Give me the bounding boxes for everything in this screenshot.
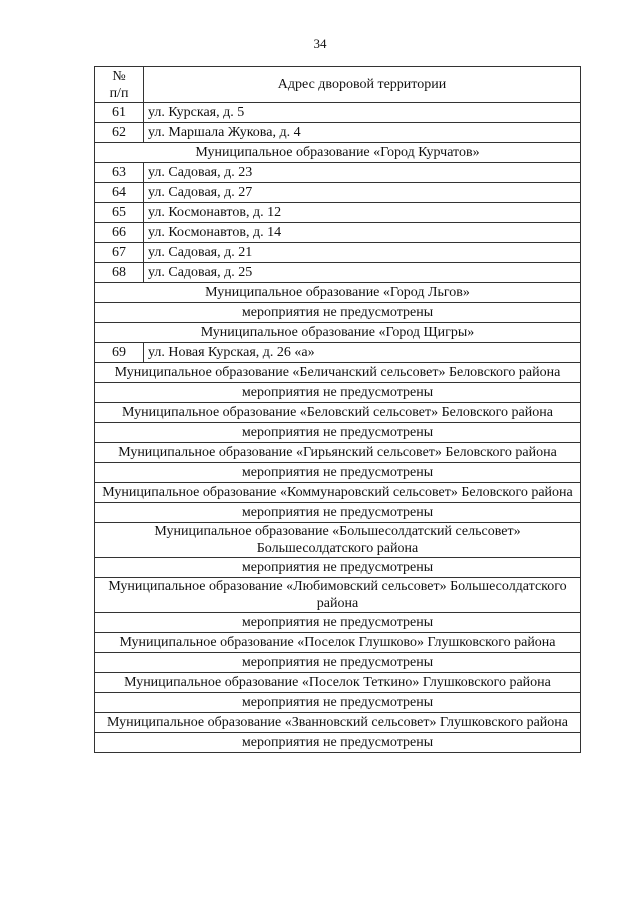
row-number: 65: [95, 203, 144, 223]
no-activities-note: мероприятия не предусмотрены: [95, 613, 581, 633]
row-number: 67: [95, 243, 144, 263]
section-heading-row: [95, 483, 581, 503]
section-heading: Муниципальное образование «Гирьянский сельсовет» Беловского района: [95, 443, 581, 463]
section-heading-row: [95, 283, 581, 303]
header-number-symbol: №: [112, 68, 126, 84]
row-number: 63: [95, 163, 144, 183]
row-number: 66: [95, 223, 144, 243]
row-address: ул. Садовая, д. 25: [144, 263, 581, 283]
note-row: [95, 383, 581, 403]
no-activities-note: мероприятия не предусмотрены: [95, 733, 581, 753]
no-activities-note: мероприятия не предусмотрены: [95, 558, 581, 578]
no-activities-note: мероприятия не предусмотрены: [95, 463, 581, 483]
row-address: ул. Космонавтов, д. 12: [144, 203, 581, 223]
section-heading-row: [95, 363, 581, 383]
section-heading-row: [95, 633, 581, 653]
section-heading-row: [95, 323, 581, 343]
row-address: ул. Курская, д. 5: [144, 103, 581, 123]
page-number: 34: [313, 36, 327, 51]
row-address: ул. Маршала Жукова, д. 4: [144, 123, 581, 143]
table-row: [95, 243, 581, 263]
section-heading: Муниципальное образование «Любимовский сельсовет» Большесолдатского района: [95, 578, 581, 613]
table-body: [95, 103, 581, 753]
no-activities-note: мероприятия не предусмотрены: [95, 503, 581, 523]
table-row: [95, 223, 581, 243]
section-heading: Муниципальное образование «Город Курчатов»: [95, 143, 581, 163]
table-row: [95, 163, 581, 183]
no-activities-note: мероприятия не предусмотрены: [95, 653, 581, 673]
section-heading: Муниципальное образование «Город Щигры»: [95, 323, 581, 343]
header-address-cell: Адрес дворовой территории: [144, 67, 581, 103]
row-address: ул. Садовая, д. 23: [144, 163, 581, 183]
note-row: [95, 613, 581, 633]
section-heading: Муниципальное образование «Поселок Глушково» Глушковского района: [95, 633, 581, 653]
row-address: ул. Космонавтов, д. 14: [144, 223, 581, 243]
no-activities-note: мероприятия не предусмотрены: [95, 303, 581, 323]
row-address: ул. Новая Курская, д. 26 «а»: [144, 343, 581, 363]
table-header-row: [95, 67, 581, 103]
section-heading-row: [95, 578, 581, 613]
section-heading-row: [95, 143, 581, 163]
table-row: [95, 123, 581, 143]
section-heading: Муниципальное образование «Большесолдатский сельсовет» Большесолдатского района: [95, 523, 581, 558]
table-row: [95, 203, 581, 223]
note-row: [95, 303, 581, 323]
row-number: 68: [95, 263, 144, 283]
no-activities-note: мероприятия не предусмотрены: [95, 383, 581, 403]
row-number: 64: [95, 183, 144, 203]
note-row: [95, 463, 581, 483]
row-number: 62: [95, 123, 144, 143]
section-heading-row: [95, 523, 581, 558]
note-row: [95, 423, 581, 443]
row-number: 61: [95, 103, 144, 123]
row-address: ул. Садовая, д. 21: [144, 243, 581, 263]
section-heading: Муниципальное образование «Званновский сельсовет» Глушковского района: [95, 713, 581, 733]
section-heading-row: [95, 443, 581, 463]
note-row: [95, 693, 581, 713]
no-activities-note: мероприятия не предусмотрены: [95, 423, 581, 443]
table-row: [95, 343, 581, 363]
table-row: [95, 103, 581, 123]
no-activities-note: мероприятия не предусмотрены: [95, 693, 581, 713]
row-number: 69: [95, 343, 144, 363]
section-heading: Муниципальное образование «Беловский сельсовет» Беловского района: [95, 403, 581, 423]
section-heading-row: [95, 713, 581, 733]
section-heading: Муниципальное образование «Поселок Теткино» Глушковского района: [95, 673, 581, 693]
note-row: [95, 653, 581, 673]
note-row: [95, 733, 581, 753]
note-row: [95, 503, 581, 523]
table-row: [95, 263, 581, 283]
header-number-cell: [95, 67, 144, 103]
section-heading: Муниципальное образование «Коммунаровский сельсовет» Беловского района: [95, 483, 581, 503]
address-table: [94, 66, 581, 753]
note-row: [95, 558, 581, 578]
row-address: ул. Садовая, д. 27: [144, 183, 581, 203]
section-heading-row: [95, 673, 581, 693]
section-heading-row: [95, 403, 581, 423]
header-number-label: п/п: [109, 85, 129, 101]
section-heading: Муниципальное образование «Город Льгов»: [95, 283, 581, 303]
section-heading: Муниципальное образование «Беличанский сельсовет» Беловского района: [95, 363, 581, 383]
table-row: [95, 183, 581, 203]
